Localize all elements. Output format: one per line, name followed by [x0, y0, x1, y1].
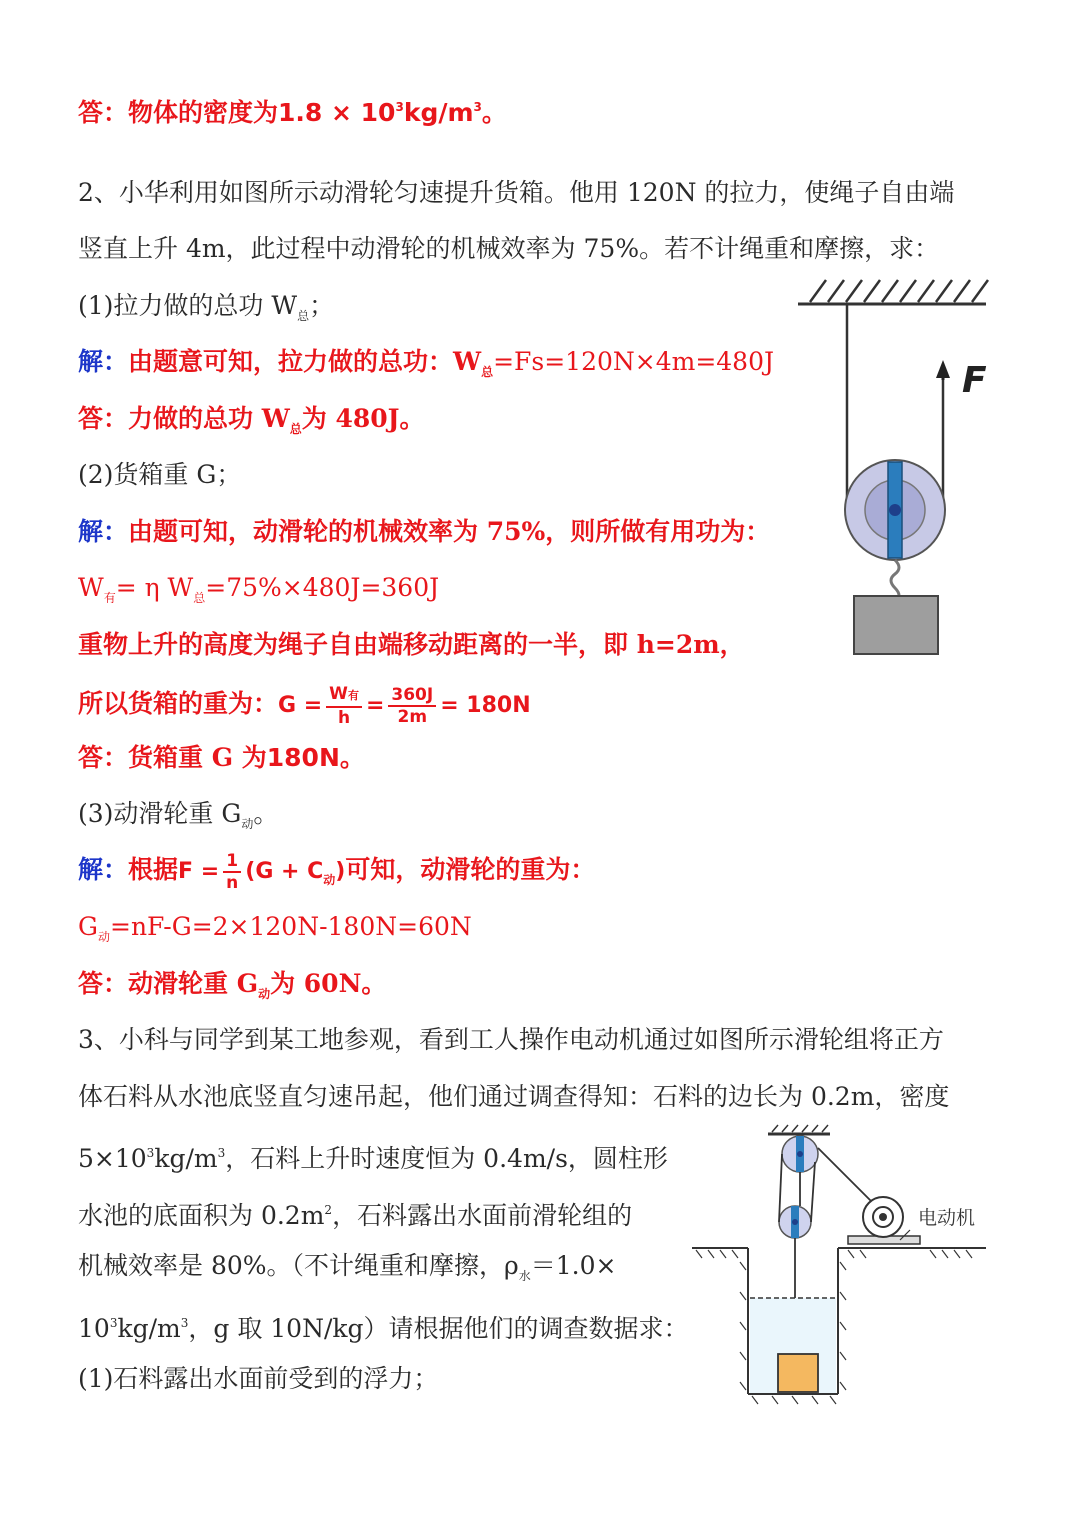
q3-l3-exp: 3 — [146, 1146, 155, 1160]
total-work-sub: 总 — [193, 591, 206, 605]
q2-part1-sub: 总 — [297, 309, 310, 323]
frac1-num-sub: 有 — [347, 688, 359, 702]
useful-work-mid: = η W — [115, 573, 194, 602]
density-unit: kg/m — [403, 98, 474, 127]
solution-label: 解： — [78, 855, 129, 884]
frac3-den: n — [226, 872, 239, 893]
weight-text: 所以货箱的重为： — [78, 689, 279, 718]
q3-l3-exp2: 3 — [217, 1146, 226, 1160]
q3-l3c: ，石料上升时速度恒为 0.4m/s，圆柱形 — [225, 1144, 668, 1173]
q2-part3-text: (3)动滑轮重 G — [78, 799, 242, 828]
q3-l4b: ，石料露出水面前滑轮组的 — [332, 1201, 633, 1230]
top-support — [768, 1125, 830, 1134]
useful-work-equation: =75%×480J=360J — [205, 573, 440, 602]
answer1-text: 答：力做的总功 W — [78, 404, 290, 433]
weight-result: = 180N — [440, 693, 531, 718]
q2-solution3 — [78, 848, 595, 902]
answer3-text: 答：动滑轮重 G — [78, 969, 259, 998]
q3-line6 — [78, 1306, 689, 1346]
q3-l6a: 10 — [78, 1314, 110, 1343]
q3-l3a: 5×10 — [78, 1144, 147, 1173]
q2-part3-sub: 动 — [241, 817, 254, 831]
movable-pulley — [779, 1206, 811, 1238]
answer1-sub: 总 — [289, 422, 302, 436]
force-arrow — [936, 360, 950, 380]
pulley-g: G — [78, 912, 98, 941]
solution-label: 解： — [78, 347, 129, 376]
motor — [848, 1197, 920, 1244]
fraction-360-over-2 — [388, 685, 436, 727]
formula-paren-sub: 动 — [323, 873, 336, 887]
stone-block — [778, 1354, 818, 1392]
force-label: F — [962, 360, 987, 401]
q3-l4-exp: 2 — [324, 1203, 333, 1217]
answer2-value: 180N — [266, 743, 340, 772]
q2-answer2 — [78, 741, 365, 775]
q2-stem-line2: 竖直上升 4m，此过程中动滑轮的机械效率为 75%。若不计绳重和摩擦，求： — [78, 234, 940, 263]
answer2-end: 。 — [339, 743, 365, 772]
pulley-wheel — [845, 460, 945, 560]
q3-l3b: kg/m — [154, 1144, 218, 1173]
answer-density-prefix: 答：物体的密度为 — [78, 98, 279, 127]
useful-work-sub: 有 — [103, 591, 116, 605]
q2-part3 — [78, 797, 278, 841]
solution1-sub: 总 — [481, 365, 494, 379]
answer-density-end: 。 — [481, 98, 507, 127]
q3-line1: 3、小科与同学到某工地参观，看到工人操作电动机通过如图所示滑轮组将正方 — [78, 1025, 944, 1054]
ceiling — [798, 280, 988, 304]
q2-useful-work — [78, 571, 439, 615]
frac1-num: W — [329, 683, 348, 704]
pulley-g-sub: 动 — [97, 930, 110, 944]
useful-work-w: W — [78, 573, 104, 602]
weight-g: G = — [278, 693, 323, 718]
q3-l6b: kg/m — [117, 1314, 181, 1343]
formula-paren: (G + C — [245, 859, 324, 884]
q2-part1 — [78, 289, 334, 333]
q2-pulley-weight-eq — [78, 910, 472, 954]
fraction-1-over-n — [223, 851, 241, 893]
fixed-pulley — [782, 1136, 818, 1172]
solution1-text: 由题意可知，拉力做的总功：W — [128, 347, 482, 376]
ground — [692, 1248, 986, 1394]
equals-sign: = — [365, 693, 385, 718]
density-exponent: 3 — [395, 100, 404, 114]
pulley-system-figure — [690, 1122, 990, 1412]
q3-l6-exp2: 3 — [180, 1316, 189, 1330]
q3-part1: (1)石料露出水面前受到的浮力； — [78, 1364, 439, 1393]
q3-line4 — [78, 1193, 632, 1233]
q3-line5 — [78, 1249, 616, 1293]
q3-l6c: ，g 取 10N/kg）请根据他们的调查数据求： — [188, 1314, 689, 1343]
q2-solution2 — [78, 515, 770, 549]
answer2-text: 答：货箱重 G 为 — [78, 743, 267, 772]
q2-solution1 — [78, 345, 774, 389]
solution3-text: 根据 — [128, 855, 179, 884]
formula-f: F = — [178, 859, 220, 884]
solution1-equation: =Fs=120N×4m=480J — [493, 347, 775, 376]
solution3-rest: 可知，动滑轮的重为： — [345, 855, 596, 884]
pulley-equation: =nF-G=2×120N-180N=60N — [110, 912, 472, 941]
answer1-rest: 为 480J。 — [301, 404, 425, 433]
q3-l5b: ＝1.0× — [530, 1251, 617, 1280]
q2-part1-text: (1)拉力做的总功 W — [78, 291, 298, 320]
movable-pulley-figure — [790, 270, 1020, 670]
motor-label: 电动机 — [918, 1207, 976, 1229]
cargo-box — [854, 596, 938, 654]
q2-height: 重物上升的高度为绳子自由端移动距离的一半，即 h=2m， — [78, 630, 745, 659]
solution-label: 解： — [78, 517, 129, 546]
q2-part3-end: 。 — [253, 799, 279, 828]
q3-l6-exp: 3 — [109, 1316, 118, 1330]
frac2-num: 360J — [388, 685, 436, 707]
q2-answer3 — [78, 967, 386, 1011]
q3-line2: 体石料从水池底竖直匀速吊起，他们通过调查得知：石料的边长为 0.2m，密度 — [78, 1082, 950, 1111]
answer3-rest: 为 60N。 — [270, 969, 387, 998]
q2-weight-formula — [78, 682, 531, 728]
q2-stem-line1: 2、小华利用如图所示动滑轮匀速提升货箱。他用 120N 的拉力，使绳子自由端 — [78, 178, 955, 207]
frac2-den: 2m — [397, 706, 428, 727]
frac3-num: 1 — [223, 851, 241, 873]
density-value: 1.8 × 10 — [278, 98, 396, 127]
frac1-den: h — [338, 707, 351, 728]
q2-part2: (2)货箱重 G； — [78, 460, 242, 489]
density-unit-exponent: 3 — [473, 100, 482, 114]
answer-density — [78, 90, 507, 130]
q3-l5-sub: 水 — [518, 1269, 531, 1283]
q3-l4a: 水池的底面积为 0.2m — [78, 1201, 325, 1230]
solution2-text: 由题可知，动滑轮的机械效率为 75%，则所做有用功为： — [128, 517, 771, 546]
fraction-w-over-h — [326, 684, 362, 728]
answer3-sub: 动 — [258, 987, 271, 1001]
q3-l5a: 机械效率是 80%。（不计绳重和摩擦，ρ — [78, 1251, 519, 1280]
q2-part1-end: ； — [309, 291, 335, 320]
q3-line3 — [78, 1136, 668, 1176]
q2-answer1 — [78, 402, 425, 446]
formula-paren-end: ) — [335, 859, 346, 884]
